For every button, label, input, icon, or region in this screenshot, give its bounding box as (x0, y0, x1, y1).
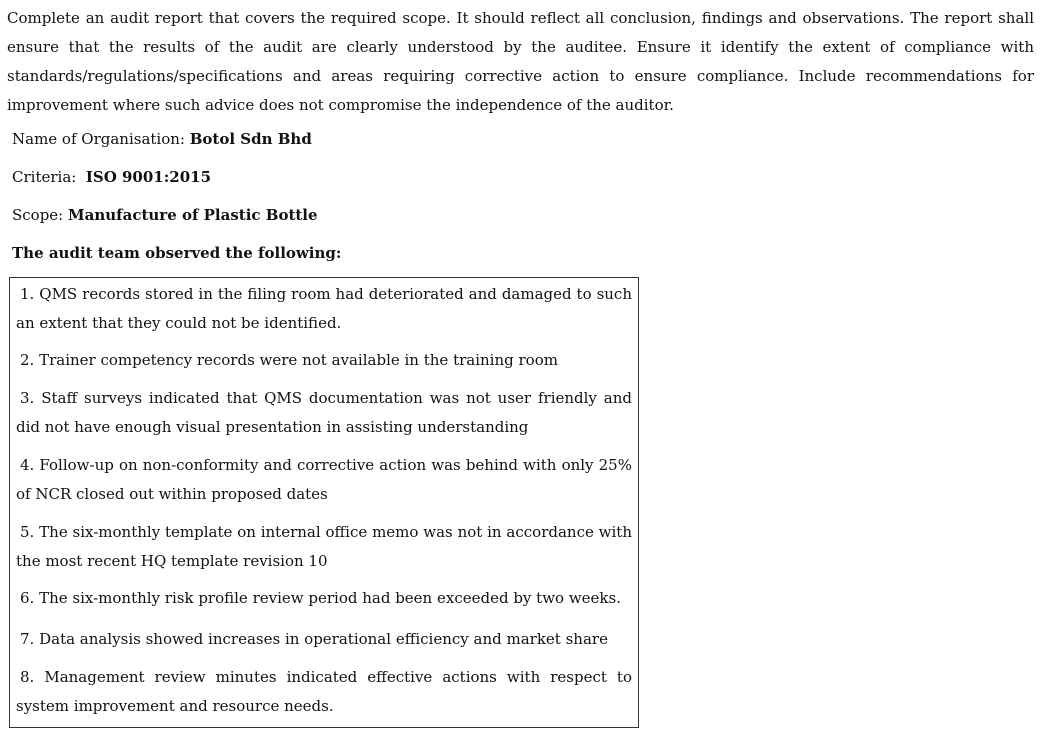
observation-number: 4. (20, 456, 35, 474)
observation-item (16, 625, 632, 654)
observation-text: QMS records stored in the filing room had deteriorated and damaged to such an extent that they could not be identified. (16, 285, 632, 332)
observation-item (16, 384, 632, 442)
observation-text: Data analysis showed increases in operational efficiency and market share (39, 630, 608, 648)
observation-item (16, 663, 632, 721)
scope-value: Manufacture of Plastic Bottle (68, 206, 318, 224)
intro-paragraph (7, 4, 1034, 120)
observation-item (16, 518, 632, 576)
organisation-label: Name of Organisation: (12, 130, 190, 148)
scope-field (12, 204, 318, 226)
scope-label: Scope: (12, 206, 69, 224)
observation-item (16, 584, 632, 613)
observation-number: 7. (20, 630, 35, 648)
observation-item (16, 346, 632, 375)
observation-item (16, 280, 632, 338)
intro-text: Complete an audit report that covers the required scope. It should reflect all conclusion, findings and observations. The report shall ensure that the results of the audit are clearly understood by the auditee. Ensure it identify the extent of compliance with standards/regulations/specifications and areas requiring corrective action to ensure compliance. Include recommendations for improvement where such advice does not compromise the independence of the auditor. (7, 9, 1034, 114)
organisation-value: Botol Sdn Bhd (189, 130, 312, 148)
observation-text: Management review minutes indicated effective actions with respect to system improvement and resource needs. (16, 668, 632, 715)
criteria-label: Criteria: (12, 168, 86, 186)
criteria-field (12, 166, 211, 188)
observation-text: The six-monthly risk profile review period had been exceeded by two weeks. (39, 589, 621, 607)
observation-text: Staff surveys indicated that QMS documentation was not user friendly and did not have enough visual presentation in assisting understanding (16, 389, 632, 436)
observation-number: 1. (20, 285, 35, 303)
observations-heading: The audit team observed the following: (12, 244, 342, 262)
organisation-field (12, 128, 312, 150)
observation-number: 2. (20, 351, 35, 369)
observations-box (9, 277, 639, 728)
observation-number: 6. (20, 589, 35, 607)
observation-item (16, 451, 632, 509)
observation-number: 8. (20, 668, 35, 686)
observation-text: Follow-up on non-conformity and corrective action was behind with only 25% of NCR closed out within proposed dates (16, 456, 632, 503)
observation-text: Trainer competency records were not available in the training room (39, 351, 558, 369)
observation-number: 3. (20, 389, 35, 407)
observation-number: 5. (20, 523, 35, 541)
criteria-value: ISO 9001:2015 (85, 168, 212, 186)
observation-text: The six-monthly template on internal office memo was not in accordance with the most recent HQ template revision 10 (16, 523, 632, 570)
